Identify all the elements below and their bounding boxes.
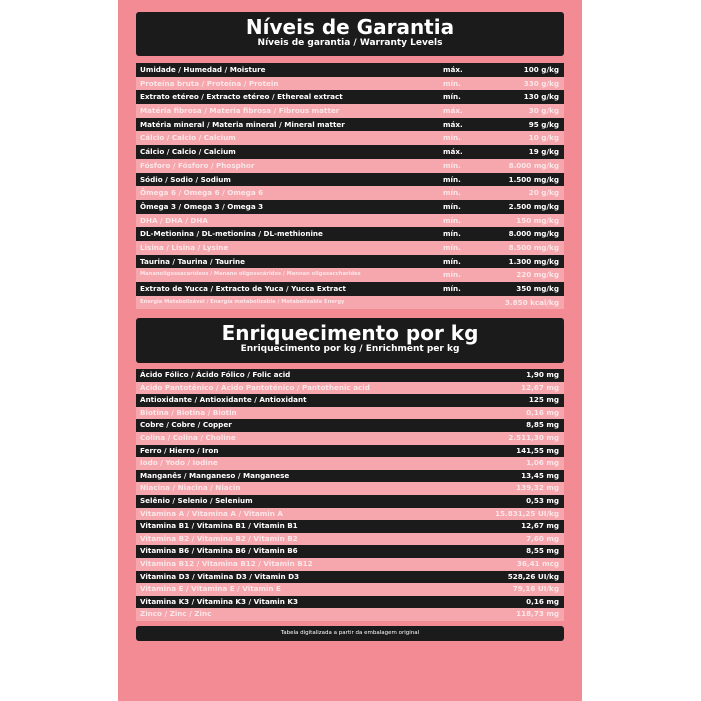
nutrient-value: 19 g/kg xyxy=(528,147,559,157)
table-row xyxy=(136,583,564,596)
footer-note: Tabela digitalizada a partir da embalagem original xyxy=(136,626,564,641)
nutrient-name: Umidade / Humedad / Moisture xyxy=(140,65,266,74)
nutrient-name: Vitamina K3 / Vitamina K3 / Vitamin K3 xyxy=(140,596,298,606)
nutrient-qualifier: mín. xyxy=(443,160,461,170)
nutrient-value: 15.831,25 UI/kg xyxy=(494,508,559,518)
nutrient-name: Vitamina B1 / Vitamina B1 / Vitamin B1 xyxy=(140,521,298,531)
nutrient-name: Extrato etéreo / Extracto etéreo / Ethereal extract xyxy=(140,92,343,102)
nutrient-value: 2.500 mg/kg xyxy=(508,201,559,211)
nutrient-value: 8.000 mg/kg xyxy=(508,229,559,239)
nutrient-value: 528,26 UI/kg xyxy=(507,571,559,581)
table-row xyxy=(136,571,564,584)
table-row xyxy=(136,131,564,145)
nutrient-name: Cálcio / Calcio / Calcium xyxy=(140,133,236,143)
nutrient-value: 10 g/kg xyxy=(528,133,559,143)
nutrient-value: 220 mg/kg xyxy=(516,270,559,280)
nutrient-qualifier: mín. xyxy=(443,215,461,225)
nutrient-name: Vitamina B6 / Vitamina B6 / Vitamin B6 xyxy=(140,546,298,556)
nutrient-value: 7,60 mg xyxy=(526,533,559,543)
nutrient-value: 8,85 mg xyxy=(526,420,559,430)
nutrient-value: 12,67 mg xyxy=(521,521,559,531)
enrichment-title: Enriquecimento por kg xyxy=(221,321,479,345)
nutrient-value: 350 mg/kg xyxy=(516,284,559,293)
nutrient-name: Energia Metabolizável / Energía metabolizable / Metabolizable Energy xyxy=(140,298,345,305)
nutrient-value: 0,53 mg xyxy=(526,495,559,505)
nutrient-name: Sódio / Sodio / Sodium xyxy=(140,174,231,184)
nutrient-name: Vitamina E / Vitamina E / Vitamin E xyxy=(140,584,281,594)
nutrient-name: Proteína bruta / Proteína / Protein xyxy=(140,78,279,88)
table-row xyxy=(136,482,564,495)
table-row xyxy=(136,173,564,187)
table-row xyxy=(136,470,564,483)
nutrient-value: 139,32 mg xyxy=(516,483,559,493)
nutrient-qualifier: mín. xyxy=(443,284,461,293)
nutrient-qualifier: máx. xyxy=(443,119,463,129)
nutrient-value: 2.511,30 mg xyxy=(508,432,559,442)
nutrient-name: DL-Metionina / DL-metionina / DL-methionine xyxy=(140,229,323,239)
nutrient-value: 12,67 mg xyxy=(521,382,559,392)
nutrient-name: Taurina / Taurina / Taurine xyxy=(140,256,246,266)
nutrient-name: Cálcio / Calcio / Calcium xyxy=(140,147,236,157)
nutrient-qualifier: mín. xyxy=(443,78,461,88)
nutrient-value: 13,45 mg xyxy=(521,470,559,480)
guarantee-table xyxy=(136,63,564,309)
nutrient-name: Antioxidante / Antioxidante / Antioxidant xyxy=(140,395,307,405)
nutrient-qualifier: mín. xyxy=(443,256,461,266)
table-row xyxy=(136,227,564,241)
table-row xyxy=(136,186,564,200)
enrichment-header xyxy=(136,318,564,363)
table-row xyxy=(136,255,564,269)
nutrient-name: Manganês / Manganeso / Manganese xyxy=(140,470,290,480)
nutrient-value: 0,16 mg xyxy=(526,407,559,417)
table-row xyxy=(136,457,564,470)
nutrient-name: Vitamina A / Vitamina A / Vitamin A xyxy=(140,508,283,518)
table-row xyxy=(136,369,564,382)
nutrient-name: DHA / DHA / DHA xyxy=(140,215,208,225)
table-row xyxy=(136,508,564,521)
nutrient-qualifier: máx. xyxy=(443,106,463,116)
table-row xyxy=(136,596,564,609)
table-row xyxy=(136,445,564,458)
nutrient-name: Niacina / Niacina / Niacin xyxy=(140,483,241,493)
nutrient-name: Vitamina D3 / Vitamina D3 / Vitamin D3 xyxy=(140,571,300,581)
nutrient-qualifier: mín. xyxy=(443,201,461,211)
table-row xyxy=(136,118,564,132)
nutrient-value: 150 mg/kg xyxy=(516,215,559,225)
nutrient-value: 8,55 mg xyxy=(526,546,559,556)
table-row xyxy=(136,495,564,508)
nutrient-name: Selênio / Selenio / Selenium xyxy=(140,495,253,505)
nutrient-name: Matéria fibrosa / Materia fibrosa / Fibrous matter xyxy=(140,106,340,116)
nutrient-qualifier: mín. xyxy=(443,174,461,184)
nutrient-name: Cobre / Cobre / Copper xyxy=(140,420,232,430)
nutrient-value: 36,41 mcg xyxy=(516,558,559,568)
nutrient-qualifier: mín. xyxy=(443,229,461,239)
nutrient-value: 125 mg xyxy=(528,395,559,405)
nutrient-name: Ácido Fólico / Ácido Fólico / Folic acid xyxy=(140,370,291,379)
nutrient-value: 30 g/kg xyxy=(528,106,559,116)
guarantee-subtitle: Níveis de garantia / Warranty Levels xyxy=(257,38,443,48)
table-row xyxy=(136,282,564,296)
nutrient-name: Vitamina B2 / Vitamina B2 / Vitamin B2 xyxy=(140,533,298,543)
nutrient-value: 1,90 mg xyxy=(526,370,559,379)
nutrient-qualifier: mín. xyxy=(443,242,461,252)
nutrient-qualifier: mín. xyxy=(443,188,461,198)
nutrient-value: 8.500 mg/kg xyxy=(508,242,559,252)
nutrient-qualifier: máx. xyxy=(443,147,463,157)
nutrient-name: Lisina / Lisina / Lysine xyxy=(140,242,229,252)
table-row xyxy=(136,90,564,104)
nutrient-name: Ômega 6 / Omega 6 / Omega 6 xyxy=(140,188,264,198)
nutrient-value: 1.300 mg/kg xyxy=(508,256,559,266)
nutrient-value: 95 g/kg xyxy=(528,119,559,129)
table-row xyxy=(136,200,564,214)
table-row xyxy=(136,63,564,77)
nutrient-qualifier: mín. xyxy=(443,92,461,102)
table-row xyxy=(136,104,564,118)
table-row xyxy=(136,394,564,407)
table-row xyxy=(136,520,564,533)
table-row xyxy=(136,407,564,420)
table-row xyxy=(136,608,564,621)
nutrient-name: Vitamina B12 / Vitamina B12 / Vitamin B12 xyxy=(140,558,313,568)
nutrient-value: 330 g/kg xyxy=(523,78,559,88)
table-row xyxy=(136,77,564,91)
nutrient-value: 118,73 mg xyxy=(516,609,559,619)
nutrient-qualifier: mín. xyxy=(443,270,461,280)
nutrient-value: 0,16 mg xyxy=(526,596,559,606)
nutrient-name: Zinco / Zinc / Zinc xyxy=(140,609,212,619)
nutrient-value: 130 g/kg xyxy=(523,92,559,102)
nutrient-name: Extrato de Yucca / Extracto de Yuca / Yucca Extract xyxy=(140,284,346,293)
nutrient-name: Colina / Colina / Choline xyxy=(140,432,236,442)
nutrient-qualifier: máx. xyxy=(443,65,463,74)
table-row xyxy=(136,382,564,395)
table-row xyxy=(136,159,564,173)
nutrient-value: 100 g/kg xyxy=(523,65,559,74)
nutrient-name: Mananoligossacarídeos / Manano oligosacáridos / Mannan oligosaccharides xyxy=(140,271,361,278)
table-row xyxy=(136,558,564,571)
table-row xyxy=(136,214,564,228)
nutrient-name: Biotina / Biotina / Biotin xyxy=(140,407,237,417)
nutrient-name: Matéria mineral / Materia mineral / Mineral matter xyxy=(140,119,345,129)
guarantee-title: Níveis de Garantia xyxy=(245,15,455,39)
table-row xyxy=(136,241,564,255)
table-row xyxy=(136,419,564,432)
nutrient-name: Ácido Pantotênico / Ácido Pantoténico / Pantothenic acid xyxy=(140,382,370,392)
guarantee-header xyxy=(136,12,564,56)
nutrient-value: 1.500 mg/kg xyxy=(508,174,559,184)
nutrient-name: Fósforo / Fósforo / Phosphor xyxy=(140,160,255,170)
table-row xyxy=(136,545,564,558)
enrichment-subtitle: Enriquecimento por kg / Enrichment per kg xyxy=(240,344,460,354)
nutrient-name: Ferro / Hierro / Iron xyxy=(140,445,219,455)
enrichment-table xyxy=(136,369,564,621)
nutrient-value: 20 g/kg xyxy=(528,188,559,198)
nutrient-value: 1,06 mg xyxy=(526,458,559,468)
nutrient-value: 141,55 mg xyxy=(516,445,559,455)
table-row xyxy=(136,145,564,159)
table-row xyxy=(136,296,564,310)
nutrient-qualifier: mín. xyxy=(443,133,461,143)
table-row xyxy=(136,533,564,546)
nutrient-name: Ômega 3 / Omega 3 / Omega 3 xyxy=(140,201,264,211)
nutrient-value: 8.000 mg/kg xyxy=(508,160,559,170)
nutrient-name: Iodo / Yodo / Iodine xyxy=(140,458,218,468)
nutrient-value: 79,16 UI/kg xyxy=(512,584,559,594)
nutrient-value: 3.850 kcal/kg xyxy=(504,297,559,307)
table-row xyxy=(136,268,564,282)
table-row xyxy=(136,432,564,445)
